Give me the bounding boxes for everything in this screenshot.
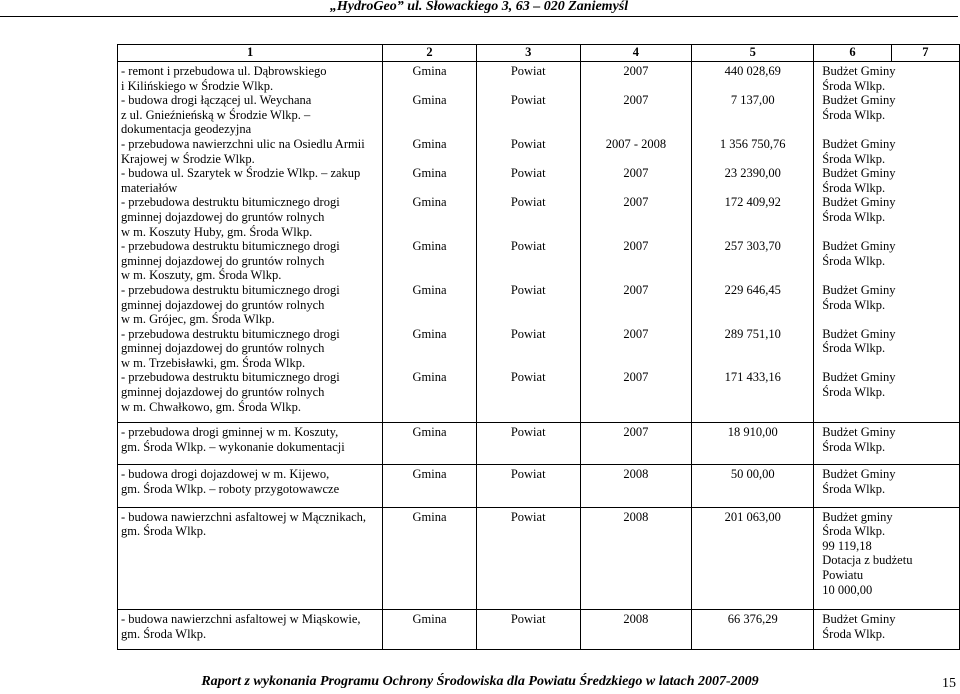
col-number: 6 [814,45,892,62]
period [584,195,689,239]
funding-source [822,283,956,327]
funding-source-line: Środa Wlkp. [822,482,886,497]
executor-text: Gmina [412,425,447,440]
funding-source-line: Środa Wlkp. [822,626,886,641]
table-row-group [118,507,960,610]
source-cell [814,507,960,610]
executor [386,327,472,371]
executor-text: Gmina [412,195,447,210]
partner-cell [476,465,580,507]
period-cell [580,62,692,423]
funding-source-line: Środa Wlkp. [822,209,886,224]
period-cell [580,465,692,507]
page-footer [0,674,960,690]
funding-source-line: Środa Wlkp. [822,439,886,454]
task-desc-line: - przebudowa destruktu bitumicznego drogi [121,195,340,210]
funding-source-line: Budżet Gminy [822,93,896,108]
funding-source [822,137,956,166]
table-row-group [118,465,960,507]
column-number-row [118,45,960,62]
period [584,93,689,137]
cost-cell [692,423,814,465]
executor-text: Gmina [412,467,447,482]
funding-source-line: Budżet Gminy [822,467,896,482]
partner-text: Powiat [510,93,546,108]
cost [695,510,810,598]
task-cell [118,507,383,610]
task-desc [121,510,379,598]
partner [480,239,577,283]
cost-text: 7 137,00 [730,93,775,108]
task-desc [121,93,379,137]
task-desc-line: materiałów [121,180,178,195]
period [584,510,689,598]
cost-text: 172 409,92 [724,195,781,210]
funding-source-line: Budżet Gminy [822,370,896,385]
partner [480,64,577,93]
funding-source-line: Powiatu [822,568,864,582]
cost [695,612,810,641]
task-desc-line: w m. Koszuty, gm. Środa Wlkp. [121,268,282,283]
partner [480,327,577,371]
executor-text: Gmina [412,239,447,254]
cost-text: 440 028,69 [724,64,781,78]
task-desc-line: Krajowej w Środzie Wlkp. [121,151,255,166]
executor-cell [383,465,476,507]
task-desc-line: z ul. Gnieźnieńską w Środzie Wlkp. – [121,107,311,122]
table-row-group [118,423,960,465]
funding-source [822,64,956,93]
cost-text: 66 376,29 [727,612,778,627]
funding-source-line: Budżet Gminy [822,239,896,254]
cost-text: 1 356 750,76 [719,136,786,151]
funding-source [822,510,956,598]
cost [695,64,810,93]
task-desc [121,239,379,283]
task-desc [121,327,379,371]
task-desc [121,425,379,454]
period [584,239,689,283]
task-desc-line: gminnej dojazdowej do gruntów rolnych [121,253,325,268]
cost [695,166,810,195]
task-desc [121,370,379,414]
period-text: 2007 [623,93,649,108]
cost [695,370,810,414]
executor [386,64,472,93]
partner-text: Powiat [510,370,546,385]
cost-text: 171 433,16 [724,370,781,385]
col-number: 3 [476,45,580,62]
partner [480,283,577,327]
partner [480,612,577,641]
period-cell [580,423,692,465]
col-number: 4 [580,45,692,62]
source-cell [814,423,960,465]
funding-source-line: Budżet Gminy [822,326,896,341]
executor-cell [383,423,476,465]
task-cell [118,465,383,507]
partner-text: Powiat [510,195,546,210]
task-desc [121,137,379,166]
executor-cell [383,610,476,650]
period-text: 2007 [623,239,649,254]
cost [695,239,810,283]
partner-cell [476,507,580,610]
executor-cell [383,507,476,610]
partner-text: Powiat [510,166,546,181]
cost [695,467,810,496]
funding-source-line: Budżet Gminy [822,64,896,78]
period [584,283,689,327]
executor-text: Gmina [412,509,447,524]
task-desc-line: gminnej dojazdowej do gruntów rolnych [121,341,325,356]
task-desc-line: - budowa nawierzchni asfaltowej w Mącznikach, [121,509,367,524]
period-text: 2008 [623,612,649,627]
executor-text: Gmina [412,166,447,181]
cost [695,283,810,327]
executor [386,510,472,598]
task-desc-line: w m. Koszuty Huby, gm. Środa Wlkp. [121,224,313,239]
cost-text: 50 00,00 [730,467,775,482]
executor [386,195,472,239]
partner-text: Powiat [510,509,546,524]
partner-cell [476,62,580,423]
period-text: 2007 [623,425,649,440]
cost [695,327,810,371]
task-desc [121,612,379,641]
partner-text: Powiat [510,467,546,482]
task-desc [121,166,379,195]
cost-cell [692,62,814,423]
executor-text: Gmina [412,64,447,78]
page-header [0,0,958,17]
task-desc-line: gm. Środa Wlkp. [121,626,207,641]
cost-text: 229 646,45 [724,282,781,297]
task-desc-line: i Kilińskiego w Środzie Wlkp. [121,78,274,93]
period-text: 2007 [623,326,649,341]
period [584,64,689,93]
period-text: 2007 - 2008 [605,136,667,151]
task-desc-line: gminnej dojazdowej do gruntów rolnych [121,385,325,400]
cost [695,195,810,239]
partner [480,425,577,454]
col-number: 1 [118,45,383,62]
period [584,612,689,641]
partner-cell [476,423,580,465]
source-cell [814,465,960,507]
partner-cell [476,610,580,650]
funding-source-line: Budżet Gminy [822,425,896,440]
period [584,327,689,371]
funding-source-line: Środa Wlkp. [822,341,886,356]
task-desc-line: - remont i przebudowa ul. Dąbrowskiego [121,64,327,78]
funding-source-line: Środa Wlkp. [822,78,886,93]
period [584,467,689,496]
col-number: 5 [692,45,814,62]
cost-cell [692,465,814,507]
cost-cell [692,507,814,610]
period-cell [580,610,692,650]
task-desc [121,64,379,93]
task-desc [121,467,379,496]
task-desc-line: gminnej dojazdowej do gruntów rolnych [121,209,325,224]
period-text: 2007 [623,166,649,181]
partner [480,510,577,598]
partner [480,195,577,239]
funding-source-line: 99 119,18 [822,538,872,553]
executor-text: Gmina [412,136,447,151]
executor [386,137,472,166]
executor [386,93,472,137]
funding-source [822,239,956,283]
period [584,370,689,414]
tasks-table [117,44,960,650]
table-row-group [118,62,960,423]
funding-source-line: Budżet gminy [822,509,893,524]
period-text: 2007 [623,64,649,78]
source-cell [814,62,960,423]
task-desc-line: w m. Chwałkowo, gm. Środa Wlkp. [121,399,301,414]
task-desc-line: gm. Środa Wlkp. – roboty przygotowawcze [121,482,340,497]
funding-source [822,166,956,195]
col-number: 7 [891,45,959,62]
period-text: 2007 [623,282,649,297]
partner-text: Powiat [510,282,546,297]
funding-source-line: Budżet Gminy [822,282,896,297]
task-desc [121,283,379,327]
task-desc-line: - przebudowa drogi gminnej w m. Koszuty, [121,425,339,440]
funding-source-line: Środa Wlkp. [822,151,886,166]
task-desc-line: w m. Trzebisławki, gm. Środa Wlkp. [121,355,306,370]
task-desc-line: - budowa nawierzchni asfaltowej w Miąskowie, [121,612,361,627]
funding-source-line: Środa Wlkp. [822,385,886,400]
funding-source [822,327,956,371]
task-desc-line: - budowa ul. Szarytek w Środzie Wlkp. – zakup [121,166,361,181]
col-number: 2 [383,45,476,62]
executor-text: Gmina [412,370,447,385]
funding-source-line: Budżet Gminy [822,166,896,181]
funding-source-line: Środa Wlkp. [822,524,886,539]
period [584,137,689,166]
task-desc-line: - przebudowa destruktu bitumicznego drogi [121,370,340,385]
task-desc-line: - budowa drogi dojazdowej w m. Kijewo, [121,467,330,482]
partner-text: Powiat [510,64,546,78]
cost-text: 18 910,00 [727,425,778,440]
cost-text: 201 063,00 [724,509,781,524]
period [584,166,689,195]
task-desc [121,195,379,239]
footer-title: Raport z wykonania Programu Ochrony Środowiska dla Powiatu Średzkiego w latach 2007-2009 [201,674,759,689]
table-row-group [118,610,960,650]
period-cell [580,507,692,610]
cost-text: 257 303,70 [724,239,781,254]
funding-source-line: 10 000,00 [822,582,873,597]
funding-source [822,195,956,239]
period-text: 2008 [623,509,649,524]
funding-source-line: Budżet Gminy [822,612,896,627]
cost-cell [692,610,814,650]
period-text: 2008 [623,467,649,482]
cost-text: 289 751,10 [724,326,781,341]
period-text: 2007 [623,195,649,210]
task-cell [118,423,383,465]
partner [480,370,577,414]
funding-source-line: Budżet Gminy [822,195,896,210]
partner [480,166,577,195]
task-desc-line: gminnej dojazdowej do gruntów rolnych [121,297,325,312]
task-cell [118,610,383,650]
header-title: „HydroGeo” ul. Słowackiego 3, 63 – 020 Zaniemyśl [329,0,629,14]
source-cell [814,610,960,650]
funding-source-line: Dotacja z budżetu [822,553,913,568]
executor [386,283,472,327]
funding-source [822,467,956,496]
task-desc-line: dokumentacja geodezyjna [121,122,252,137]
partner-text: Powiat [510,326,546,341]
cost [695,425,810,454]
period [584,425,689,454]
executor-text: Gmina [412,282,447,297]
funding-source-line: Środa Wlkp. [822,107,886,122]
task-desc-line: - przebudowa destruktu bitumicznego drogi [121,282,340,297]
partner [480,93,577,137]
executor-cell [383,62,476,423]
page-number: 15 [942,676,956,691]
funding-source-line: Środa Wlkp. [822,180,886,195]
task-desc-line: w m. Grójec, gm. Środa Wlkp. [121,312,275,327]
executor [386,467,472,496]
executor [386,370,472,414]
cost [695,137,810,166]
task-desc-line: gm. Środa Wlkp. – wykonanie dokumentacji [121,439,345,454]
partner [480,137,577,166]
funding-source [822,425,956,454]
executor [386,612,472,641]
executor-text: Gmina [412,612,447,627]
partner-text: Powiat [510,612,546,627]
task-cell [118,62,383,423]
partner-text: Powiat [510,136,546,151]
cost [695,93,810,137]
task-desc-line: - przebudowa destruktu bitumicznego drogi [121,326,340,341]
executor [386,425,472,454]
funding-source-line: Środa Wlkp. [822,253,886,268]
partner-text: Powiat [510,239,546,254]
executor [386,166,472,195]
executor-text: Gmina [412,326,447,341]
executor [386,239,472,283]
task-desc-line: - przebudowa nawierzchni ulic na Osiedlu Armii [121,136,365,151]
funding-source-line: Środa Wlkp. [822,297,886,312]
partner-text: Powiat [510,425,546,440]
funding-source-line: Budżet Gminy [822,136,896,151]
executor-text: Gmina [412,93,447,108]
funding-source [822,370,956,414]
partner [480,467,577,496]
funding-source [822,612,956,641]
task-desc-line: - przebudowa destruktu bitumicznego drogi [121,239,340,254]
task-desc-line: gm. Środa Wlkp. [121,524,207,539]
funding-source [822,93,956,137]
task-desc-line: - budowa drogi łączącej ul. Weychana [121,93,312,108]
cost-text: 23 2390,00 [724,166,781,181]
period-text: 2007 [623,370,649,385]
